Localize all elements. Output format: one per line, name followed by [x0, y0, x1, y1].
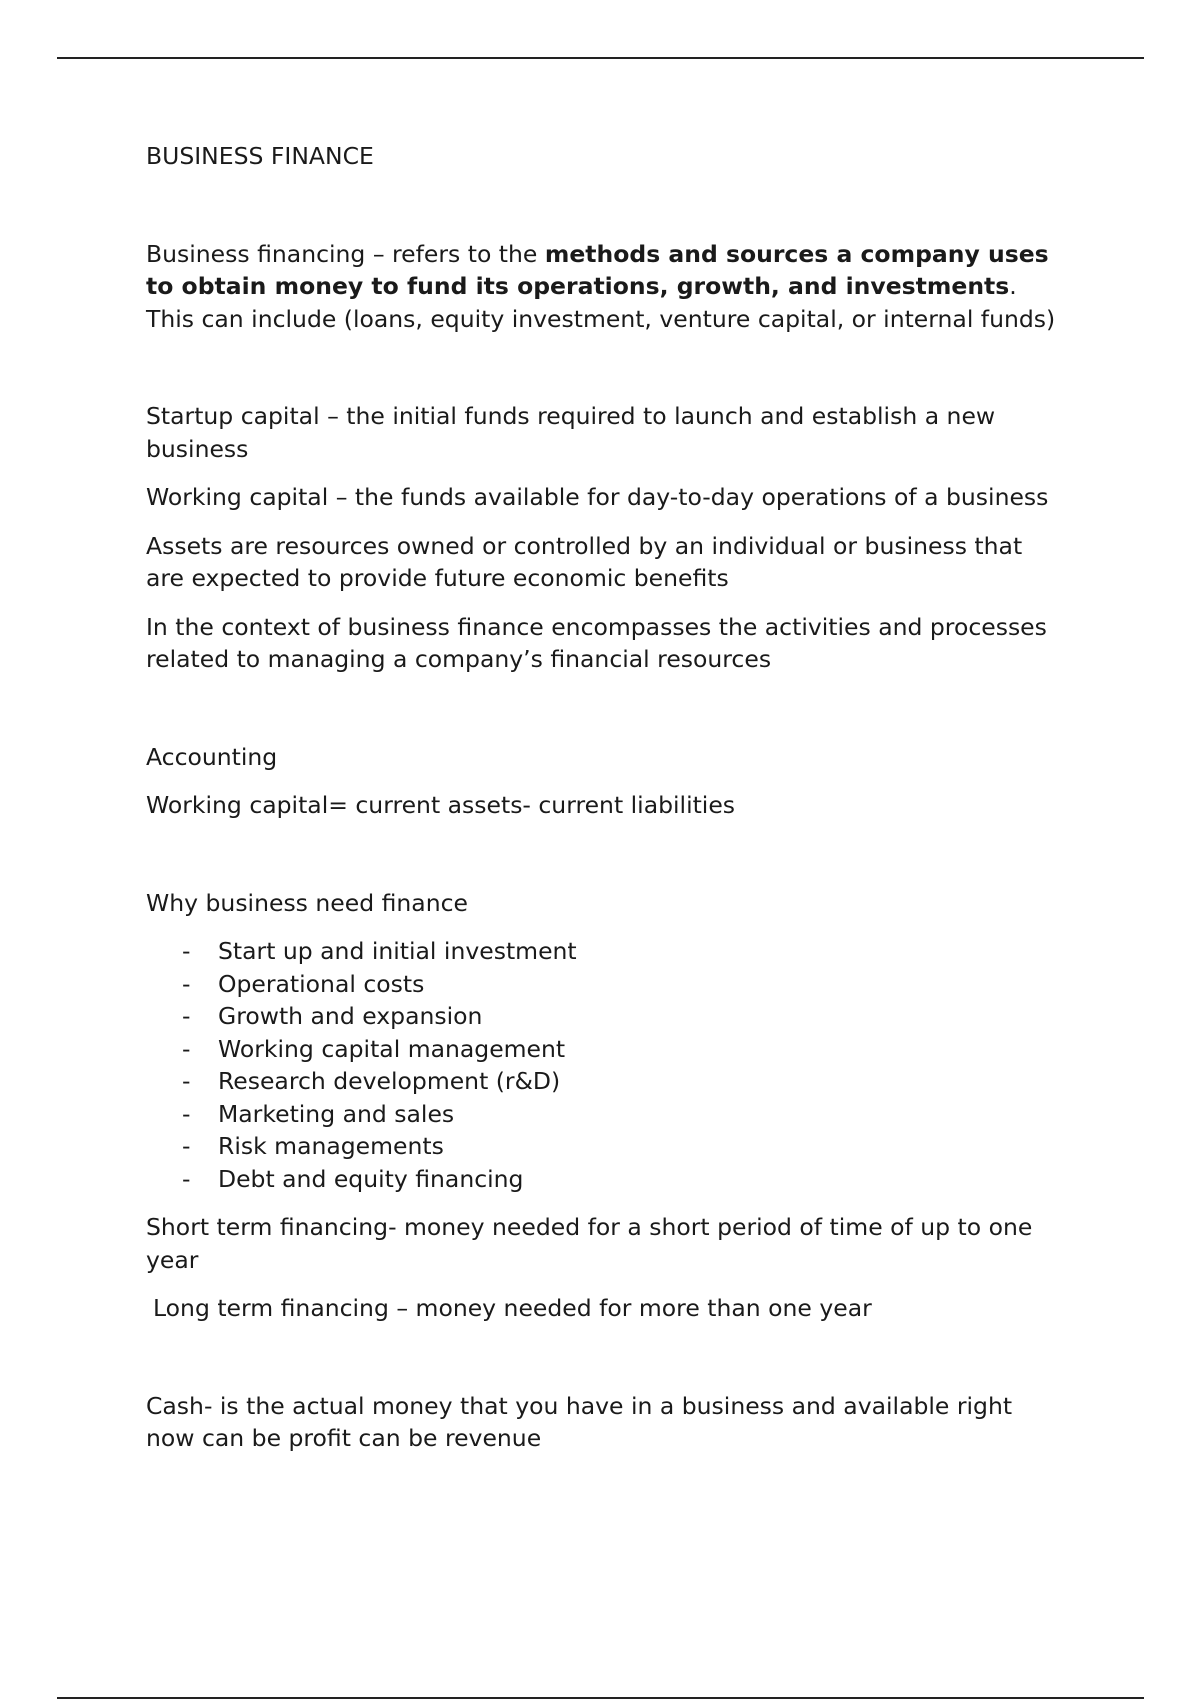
reasons-list: [146, 935, 1066, 1195]
list-item-text: Debt and equity financing: [218, 1164, 524, 1193]
list-item-text: Risk managements: [218, 1132, 444, 1160]
list-item-text: Operational costs: [218, 969, 425, 998]
assets-definition: Assets are resources owned or controlled by an individual or business that are expected to provide future economic benefits: [146, 531, 1023, 592]
startup-capital-definition: Startup capital – the initial funds required to launch and establish a new business: [146, 402, 996, 463]
business-financing-definition: [146, 238, 1066, 336]
dash-bullet: -: [182, 1067, 191, 1095]
list-item-text: Start up and initial investment: [218, 937, 577, 965]
list-item: [146, 935, 1066, 968]
list-item: [146, 1098, 1066, 1131]
working-capital-formula: Working capital= current assets- current liabilities: [146, 791, 736, 819]
document-title: BUSINESS FINANCE: [146, 142, 374, 170]
definition-prefix: Business financing – refers to the: [146, 239, 545, 268]
definition-suffix: . This can include (loans, equity investment, venture capital, or internal funds): [146, 272, 1056, 333]
dash-bullet: -: [182, 1099, 191, 1128]
business-finance-context: In the context of business finance encompasses the activities and processes related to managing a company’s financial resources: [146, 612, 1047, 673]
definition-bold: methods and sources a company uses to obtain money to fund its operations, growth, and investments: [146, 239, 1049, 300]
footer-rule: [57, 1697, 1144, 1699]
list-item: [146, 1163, 1066, 1196]
list-item-text: Research development (r&D): [218, 1067, 561, 1095]
header-rule: [57, 57, 1144, 59]
dash-bullet: -: [182, 1132, 191, 1160]
dash-bullet: -: [182, 969, 191, 998]
list-item-text: Working capital management: [218, 1034, 566, 1063]
dash-bullet: -: [182, 1164, 191, 1193]
document-body: [146, 140, 1066, 1455]
list-item: [146, 1065, 1066, 1098]
cash-definition: Cash- is the actual money that you have in a business and available right now can be profit can be revenue: [146, 1391, 1013, 1452]
list-item: [146, 1000, 1066, 1033]
long-term-financing-definition: Long term financing – money needed for more than one year: [153, 1294, 872, 1322]
dash-bullet: -: [182, 937, 191, 965]
dash-bullet: -: [182, 1002, 191, 1030]
list-item: [146, 968, 1066, 1001]
list-item: [146, 1033, 1066, 1066]
dash-bullet: -: [182, 1034, 191, 1063]
list-item-text: Marketing and sales: [218, 1099, 455, 1128]
working-capital-definition: Working capital – the funds available for day-to-day operations of a business: [146, 483, 1049, 511]
list-item-text: Growth and expansion: [218, 1002, 483, 1030]
list-item: [146, 1130, 1066, 1163]
why-finance-heading: Why business need finance: [146, 888, 468, 917]
short-term-financing-definition: Short term financing- money needed for a short period of time of up to one year: [146, 1213, 1033, 1274]
accounting-heading: Accounting: [146, 742, 278, 771]
